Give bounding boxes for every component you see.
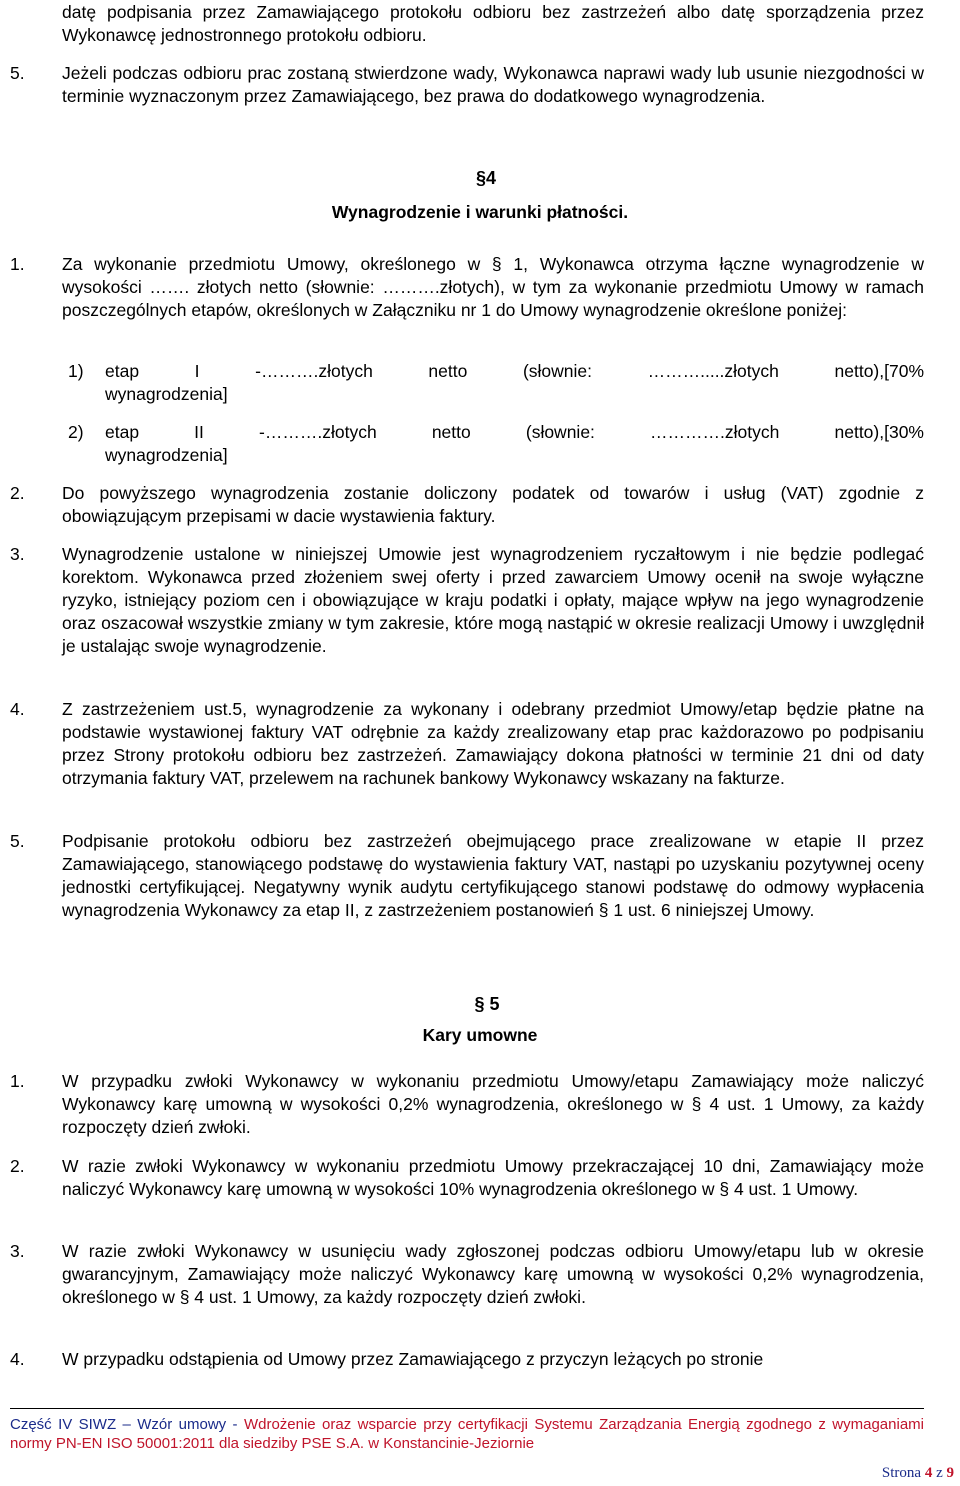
- section-4-heading-number: [0, 168, 960, 189]
- stage-1: [68, 360, 924, 406]
- page-number: [882, 1465, 954, 1482]
- paragraph-symbol: §: [474, 994, 485, 1014]
- clause-number: 2.: [10, 483, 25, 503]
- clause-number: 1.: [10, 254, 25, 274]
- clause-5-3: [10, 1240, 924, 1309]
- footer-divider: [10, 1408, 924, 1409]
- clause-4-5: [10, 830, 924, 922]
- section-5-heading-number: [0, 994, 960, 1015]
- paragraph-symbol: §: [475, 168, 486, 188]
- footer-title: Wdrożenie oraz wsparcie przy certyfikacji Systemu Zarządzania Energią zgodnego z wymaganiami normy PN-EN ISO 50001:2011 dla siedziby PSE S.A. w Konstancinie-Jeziornie: [10, 1416, 924, 1452]
- page-current: 4: [924, 1465, 933, 1481]
- clause-4-3: [10, 543, 924, 658]
- page-footer: [10, 1415, 924, 1453]
- clause-text: W przypadku odstąpienia od Umowy przez Zamawiającego z przyczyn leżących po stronie: [62, 1349, 764, 1369]
- clause-text: W przypadku zwłoki Wykonawcy w wykonaniu przedmiotu Umowy/etapu Zamawiający może naliczyć Wykonawcy karę umowną w wysokości 0,2% wynagrodzenia, określonego w § 4 ust. 1 Umowy, za każdy rozpoczęty dzień zwłoki.: [62, 1071, 924, 1137]
- section-number: 5: [489, 994, 500, 1014]
- section-number: 4: [486, 168, 497, 188]
- stage-text-cont: wynagrodzenia]: [105, 445, 228, 465]
- clause-text: Z zastrzeżeniem ust.5, wynagrodzenie za wykonany i odebrany przedmiot Umowy/etap będzie płatne na podstawie wystawionej faktury VAT odrębnie za każdy zrealizowany etap prac każdorazowo po podpisaniu przez Strony protokołu odbioru bez zastrzeżeń. Zamawiający dokona płatności w terminie 21 dni od daty otrzymania faktury VAT, przelewem na rachunek bankowy Wykonawcy wskazany na fakturze.: [62, 699, 924, 788]
- clause-number: 4.: [10, 1349, 25, 1369]
- page-label: Strona: [881, 1465, 922, 1481]
- page-total: 9: [946, 1465, 954, 1481]
- stage-number: 1): [68, 361, 84, 381]
- clause-5-2: [10, 1155, 924, 1201]
- clause-5-4: [10, 1348, 924, 1371]
- clause-text: Za wykonanie przedmiotu Umowy, określonego w § 1, Wykonawca otrzyma łączne wynagrodzenie w wysokości ……. złotych netto (słownie: ……….złotych), w tym za wykonanie przedmiotu Umowy w ramach poszczególnych etapów, określonych w Załączniku nr 1 do Umowy wynagrodzenie określone poniżej:: [62, 254, 924, 320]
- stage-text: etap II -……….złotych netto (słownie: ………….złotych netto),[30%: [105, 422, 924, 442]
- section-4-title: Wynagrodzenie i warunki płatności.: [331, 202, 629, 222]
- clause-text: W razie zwłoki Wykonawcy w wykonaniu przedmiotu Umowy przekraczającej 10 dni, Zamawiający może naliczyć Wykonawcy karę umowną w wysokości 10% wynagrodzenia określonego w § 4 ust. 1 Umowy.: [62, 1156, 924, 1199]
- clause-number: 2.: [10, 1156, 25, 1176]
- clause-4-2: [10, 482, 924, 528]
- clause-number: 3.: [10, 1241, 25, 1261]
- continuation-text: datę podpisania przez Zamawiającego protokołu odbioru bez zastrzeżeń albo datę sporządzenia przez Wykonawcę jednostronnego protokołu odbioru.: [62, 2, 924, 45]
- clause-number: 4.: [10, 699, 25, 719]
- clause-number: 5.: [10, 831, 25, 851]
- clause-number: 5.: [10, 63, 25, 83]
- clause-4-1: [10, 253, 924, 322]
- clause-3-5: [10, 62, 924, 108]
- stage-2: [68, 421, 924, 467]
- clause-text: Podpisanie protokołu odbioru bez zastrzeżeń obejmującego prace zrealizowane w etapie II przez Zamawiającego, stanowiącego podstawę do wystawienia faktury VAT, nastąpi po uzyskaniu pozytywnej oceny jednostki certyfikującej. Negatywny wynik audytu certyfikującego stanowi podstawę do odmowy wypłacenia wynagrodzenia Wykonawcy za etap II, z zastrzeżeniem postanowień § 1 ust. 6 niniejszej Umowy.: [62, 831, 924, 920]
- clause-5-1: [10, 1070, 924, 1139]
- section-5-title: Kary umowne: [422, 1025, 538, 1045]
- stage-text-cont: wynagrodzenia]: [105, 384, 228, 404]
- footer-part-label: Część IV SIWZ – Wzór umowy -: [10, 1416, 238, 1433]
- clause-text: Jeżeli podczas odbioru prac zostaną stwierdzone wady, Wykonawca naprawi wady lub usunie niezgodności w terminie wyznaczonym przez Zamawiającego, bez prawa do dodatkowego wynagrodzenia.: [62, 63, 924, 106]
- clause-text: Wynagrodzenie ustalone w niniejszej Umowie jest wynagrodzeniem ryczałtowym i nie będzie podlegać korektom. Wykonawca przed złożeniem swej oferty i przed zawarciem Umowy ocenił na swoje wyłączne ryzyko, istniejący poziom cen i obowiązujące w kraju podatki i opłaty, mające wpływ na jego wynagrodzenie oraz oszacował wszystkie zmiany w tym zakresie, które mogą nastąpić w okresie realizacji Umowy i uwzględnił je ustalając swoje wynagrodzenie.: [62, 544, 924, 656]
- clause-4-4: [10, 698, 924, 790]
- page-of: z: [936, 1465, 943, 1481]
- clause-number: 3.: [10, 544, 25, 564]
- clause-text: W razie zwłoki Wykonawcy w usunięciu wady zgłoszonej podczas odbioru Umowy/etapu lub w okresie gwarancyjnym, Zamawiający może naliczyć Wykonawcy karę umowną w wysokości 0,2% wynagrodzenia, określonego w § 4 ust. 1 Umowy, za każdy rozpoczęty dzień zwłoki.: [62, 1241, 924, 1307]
- clause-text: Do powyższego wynagrodzenia zostanie doliczony podatek od towarów i usług (VAT) zgodnie z obowiązującym przepisami w dacie wystawienia faktury.: [62, 483, 924, 526]
- clause-number: 1.: [10, 1071, 25, 1091]
- stage-number: 2): [68, 422, 84, 442]
- stage-text: etap I -……….złotych netto (słownie: ……….....złotych netto),[70%: [105, 361, 924, 381]
